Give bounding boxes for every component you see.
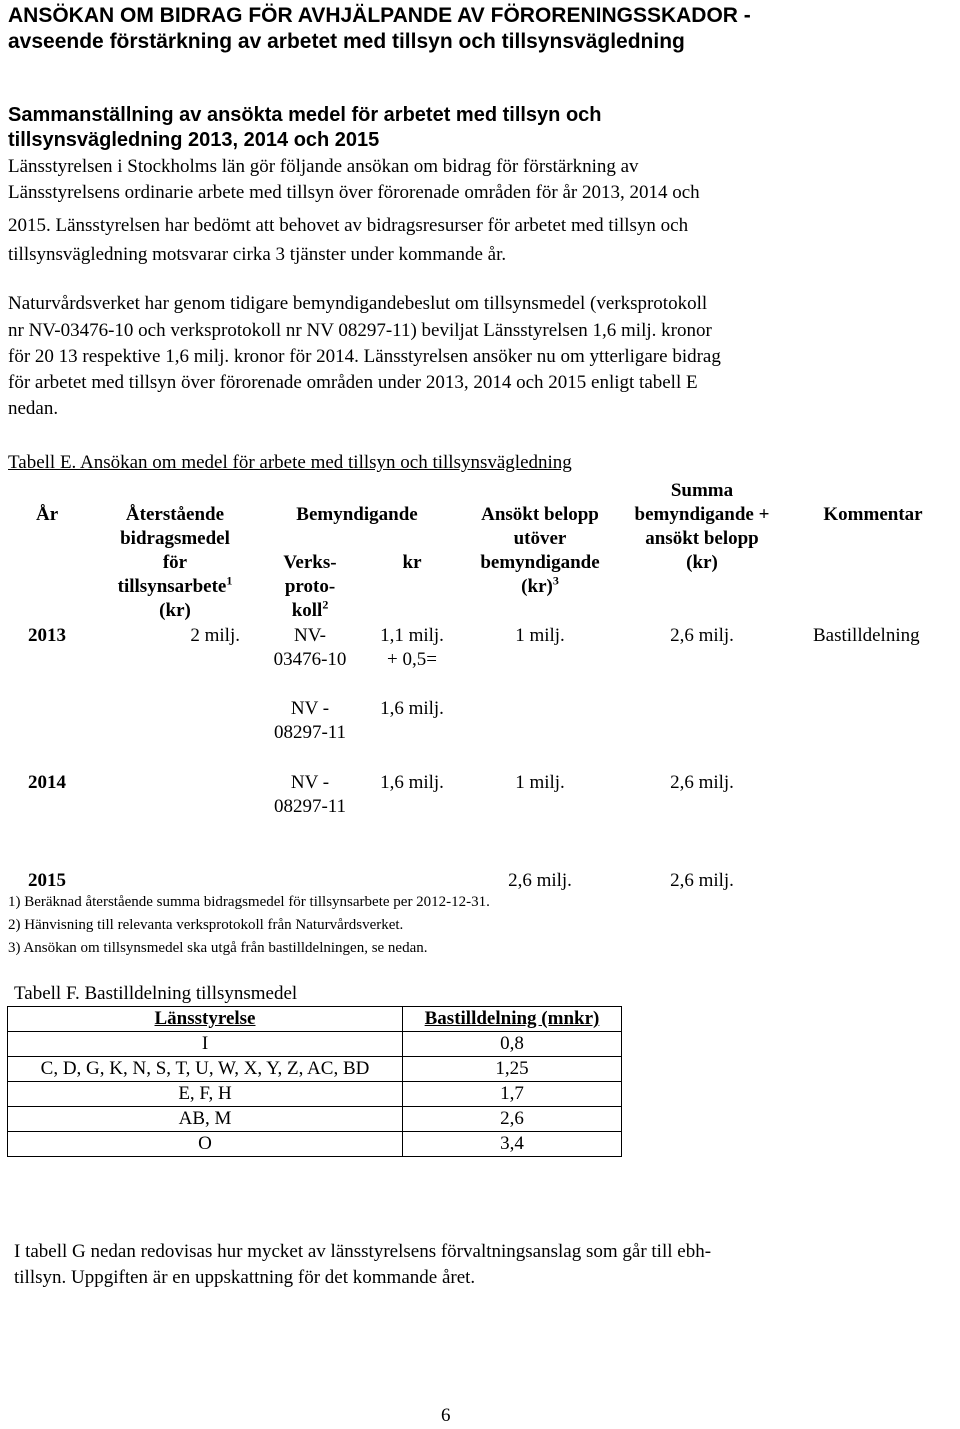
paragraph-line: nedan. (8, 398, 59, 419)
row-2014-year: 2014 (28, 772, 66, 793)
paragraph-line: Länsstyrelsen i Stockholms län gör följande ansökan om bidrag för förstärkning av (8, 156, 639, 177)
row-2015-year: 2015 (28, 870, 66, 891)
table-f-allocation: 0,8 (403, 1032, 622, 1057)
page-number: 6 (441, 1405, 451, 1426)
paragraph-line: nr NV-03476-10 och verksprotokoll nr NV 08297-11) beviljat Länsstyrelsen 1,6 milj. kronor (8, 320, 712, 341)
table-f-county: O (8, 1132, 403, 1157)
row-2013-applied: 1 milj. (515, 625, 565, 646)
table-f (7, 1006, 622, 1157)
table-f-county: E, F, H (8, 1082, 403, 1107)
table-row (8, 1032, 622, 1057)
row-2013-sum: 2,6 milj. (670, 625, 734, 646)
header-kr: kr (402, 552, 422, 573)
table-row (8, 1132, 622, 1157)
row-2013-year: 2013 (28, 625, 66, 646)
row-2013-comment: Bastilldelning (813, 625, 920, 646)
table-row (8, 1057, 622, 1082)
paragraph-line: tillsynsvägledning motsvarar cirka 3 tjänster under kommande år. (8, 244, 507, 265)
paragraph-line: 2015. Länsstyrelsen har bedömt att behovet av bidragsresurser för arbetet med tillsyn och (8, 215, 689, 236)
row-2015-applied: 2,6 milj. (508, 870, 572, 891)
paragraph-line: för 20 13 respektive 1,6 milj. kronor för 2014. Länsstyrelsen ansöker nu om ytterligare bidrag (8, 346, 721, 367)
document-title-line1: ANSÖKAN OM BIDRAG FÖR AVHJÄLPANDE AV FÖRORENINGSSKADOR - (8, 4, 751, 27)
row-2014-protocol: NV - 08297-11 (273, 772, 347, 817)
table-f-allocation: 1,7 (403, 1082, 622, 1107)
row-2014-kr: 1,6 milj. (380, 772, 444, 793)
footnote-2: 2) Hänvisning till relevanta verksprotokoll från Naturvårdsverket. (8, 917, 404, 933)
row-2013-protocol-1: NV- 03476-10 (273, 625, 347, 670)
table-row (8, 1082, 622, 1107)
document-title-line2: avseende förstärkning av arbetet med tillsyn och tillsynsvägledning (8, 30, 685, 53)
row-2014-sum: 2,6 milj. (670, 772, 734, 793)
paragraph-line: Naturvårdsverket har genom tidigare bemyndigandebeslut om tillsynsmedel (verksprotokoll (8, 293, 708, 314)
table-f-allocation: 1,25 (403, 1057, 622, 1082)
header-remaining: Återstående bidragsmedel för tillsynsarbete$^1$ (kr) (117, 504, 233, 621)
paragraph-line: I tabell G nedan redovisas hur mycket av länsstyrelsens förvaltningsanslag som går till ebh- (14, 1241, 712, 1262)
table-e-caption: Tabell E. Ansökan om medel för arbete med tillsyn och tillsynsvägledning (8, 452, 572, 473)
paragraph-line: Länsstyrelsens ordinarie arbete med tillsyn över förorenade områden för år 2013, 2014 och (8, 182, 700, 203)
row-2014-applied: 1 milj. (515, 772, 565, 793)
header-year: År (36, 504, 59, 525)
footnote-3: 3) Ansökan om tillsynsmedel ska utgå från bastilldelningen, se nedan. (8, 940, 428, 956)
table-row (8, 1107, 622, 1132)
paragraph-line: tillsyn. Uppgiften är en uppskattning för det kommande året. (14, 1267, 476, 1288)
header-comment: Kommentar (823, 504, 923, 525)
row-2013-kr-1: 1,1 milj. + 0,5= (380, 625, 444, 670)
table-f-header-county: Länsstyrelse (8, 1007, 403, 1032)
header-bemyndigande: Bemyndigande (296, 504, 418, 525)
row-2013-protocol-2: NV - 08297-11 (273, 698, 347, 743)
table-row (8, 1007, 622, 1032)
section-heading-line1: Sammanställning av ansökta medel för arbetet med tillsyn och (8, 104, 602, 126)
header-protocol: Verks- proto- koll$^2$ (283, 552, 337, 621)
row-2015-sum: 2,6 milj. (670, 870, 734, 891)
row-2013-kr-2: 1,6 milj. (380, 698, 444, 719)
header-sum: Summa bemyndigande + ansökt belopp (kr) (634, 480, 770, 573)
table-f-county: C, D, G, K, N, S, T, U, W, X, Y, Z, AC, BD (8, 1057, 403, 1082)
table-f-county: I (8, 1032, 403, 1057)
section-heading-line2: tillsynsvägledning 2013, 2014 och 2015 (8, 129, 380, 151)
paragraph-line: för arbetet med tillsyn över förorenade områden under 2013, 2014 och 2015 enligt tabell E (8, 372, 698, 393)
footnote-1: 1) Beräknad återstående summa bidragsmedel för tillsynsarbete per 2012-12-31. (8, 894, 490, 910)
table-f-county: AB, M (8, 1107, 403, 1132)
table-f-allocation: 2,6 (403, 1107, 622, 1132)
row-2013-remaining: 2 milj. (190, 625, 240, 646)
table-f-caption: Tabell F. Bastilldelning tillsynsmedel (14, 983, 298, 1004)
header-applied: Ansökt belopp utöver bemyndigande (kr)$^3$ (480, 504, 600, 597)
table-f-header-allocation: Bastilldelning (mnkr) (403, 1007, 622, 1032)
table-f-allocation: 3,4 (403, 1132, 622, 1157)
